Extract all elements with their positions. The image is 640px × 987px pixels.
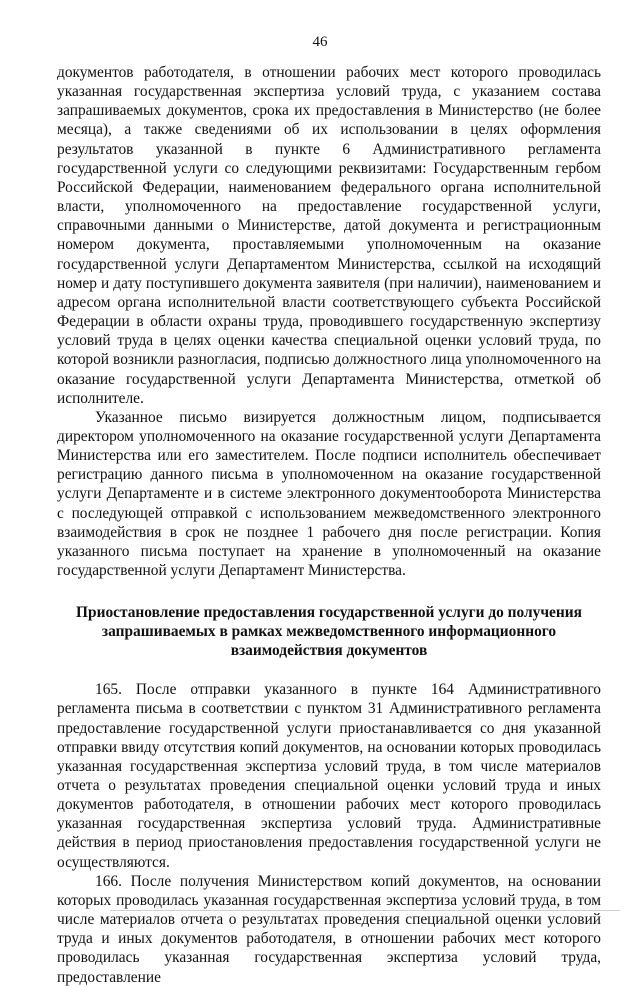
page-number: 46	[312, 34, 328, 50]
section-heading: Приостановление предоставления государственной услуги до получения запрашиваемых в рамках межведомственного информационного взаимодействия документов	[76, 604, 582, 660]
paragraph-continuation: документов работодателя, в отношении рабочих мест которого проводилась указанная государственная экспертиза условий труда, с указанием состава запрашиваемых документов, срока их предоставления в Министерство (не более месяца), а также сведениями об их использовании в целях оформления результатов указанной в пункте 6 Административного регламента государственной услуги со следующими реквизитами: Государственным гербом Российской Федерации, наименованием федерального органа исполнительной власти, уполномоченного на предоставление государственной услуги, справочными данными о Министерстве, датой документа и регистрационным номером документа, проставляемыми уполномоченным на оказание государственной услуги Департаментом Министерства, ссылкой на исходящий номер и дату поступившего документа заявителя (при наличии), наименованием и адресом органа исполнительной власти соответствующего субъекта Российской Федерации в области охраны труда, проводившего государственную экспертизу условий труда в целях оценки качества специальной оценки условий труда, по которой возникли разногласия, подписью должностного лица уполномоченного на оказание государственной услуги Департамента Министерства, отметкой об исполнителе.	[57, 64, 601, 407]
paragraph-166: 166. После получения Министерством копий документов, на основании которых проводилась указанная государственная экспертиза условий труда, в том числе материалов отчета о результатах проведения специальной оценки условий труда и иных документов работодателя, в отношении рабочих мест которого проводилась указанная государственная экспертиза условий труда, предоставление	[57, 872, 601, 986]
paragraph-letter-approval: Указанное письмо визируется должностным лицом, подписывается директором уполномоченного на оказание государственной услуги Департамента Министерства или его заместителем. После подписи исполнитель обеспечивает регистрацию данного письма в уполномоченном на оказание государственной услуги Департаменте и в системе электронного документооборота Министерства с последующей отправкой с использованием межведомственного электронного взаимодействия в срок не позднее 1 рабочего дня после регистрации. Копия указанного письма поступает на хранение в уполномоченный на оказание государственной услуги Департамент Министерства.	[57, 408, 601, 580]
document-body	[57, 63, 601, 987]
scan-edge-line	[110, 910, 620, 911]
paragraph-165: 165. После отправки указанного в пункте 164 Административного регламента письма в соответствии с пунктом 31 Административного регламента предоставление государственной услуги приостанавливается со дня указанной отправки ввиду отсутствия копий документов, на основании которых проводилась указанная государственная экспертиза условий труда, в том числе материалов отчета о результатах проведения специальной оценки условий труда и иных документов работодателя, в отношении рабочих мест которого проводилась указанная государственная экспертиза условий труда. Административные действия в период приостановления предоставления государственной услуги не осуществляются.	[57, 681, 601, 871]
